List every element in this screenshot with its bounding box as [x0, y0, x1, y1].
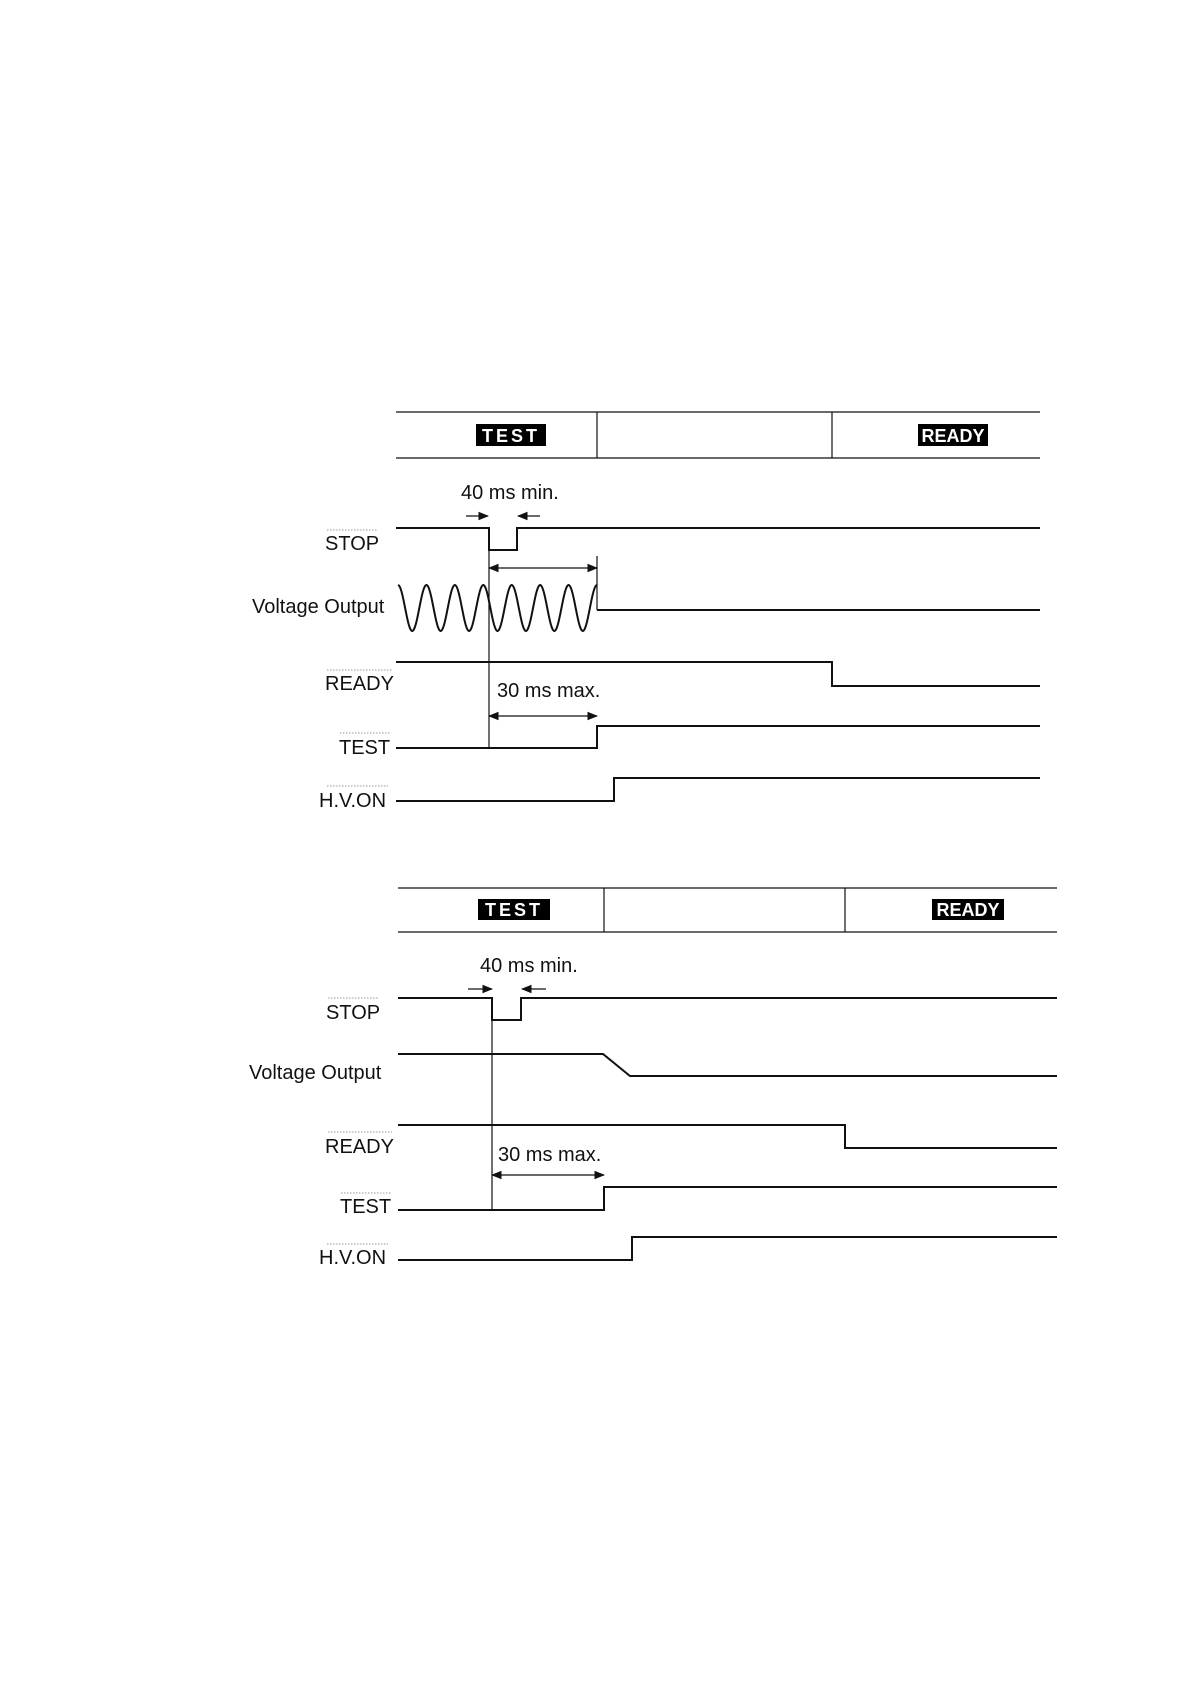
- test-signal-label: TEST: [340, 1196, 392, 1218]
- test-signal-label: TEST: [339, 737, 391, 759]
- pulse-width-annotation: 40 ms min.: [480, 955, 578, 977]
- test-state-label: TEST: [481, 426, 541, 446]
- dc-voltage-waveform: [398, 1054, 1057, 1076]
- ready-signal-label: READY: [325, 1136, 394, 1158]
- stop-signal-label: STOP: [325, 533, 380, 555]
- timing-diagram-ac: [252, 412, 1040, 812]
- state-header: [396, 412, 1040, 458]
- delay-annotation: 30 ms max.: [497, 680, 601, 702]
- stop-waveform: [398, 998, 1057, 1020]
- timing-diagram-dc: [249, 888, 1057, 1269]
- pulse-width-annotation: 40 ms min.: [461, 482, 559, 504]
- hv-on-signal-label: H.V.ON: [319, 790, 387, 812]
- hv-on-signal-label: H.V.ON: [319, 1247, 387, 1269]
- ready-state-label: READY: [936, 900, 1000, 920]
- test-waveform: [396, 726, 1040, 748]
- hv-on-waveform: [398, 1237, 1057, 1260]
- test-state-label: TEST: [484, 900, 544, 920]
- ready-state-label: READY: [921, 426, 985, 446]
- hv-on-waveform: [396, 778, 1040, 801]
- voltage-output-label: Voltage Output: [249, 1062, 382, 1084]
- ready-waveform: [396, 662, 1040, 686]
- ac-voltage-waveform: [398, 585, 597, 631]
- delay-annotation: 30 ms max.: [498, 1144, 602, 1166]
- voltage-output-label: Voltage Output: [252, 596, 385, 618]
- stop-signal-label: STOP: [326, 1002, 381, 1024]
- ready-signal-label: READY: [325, 673, 394, 695]
- test-waveform: [398, 1187, 1057, 1210]
- stop-waveform: [396, 528, 1040, 550]
- state-header: [398, 888, 1057, 932]
- ready-waveform: [398, 1125, 1057, 1148]
